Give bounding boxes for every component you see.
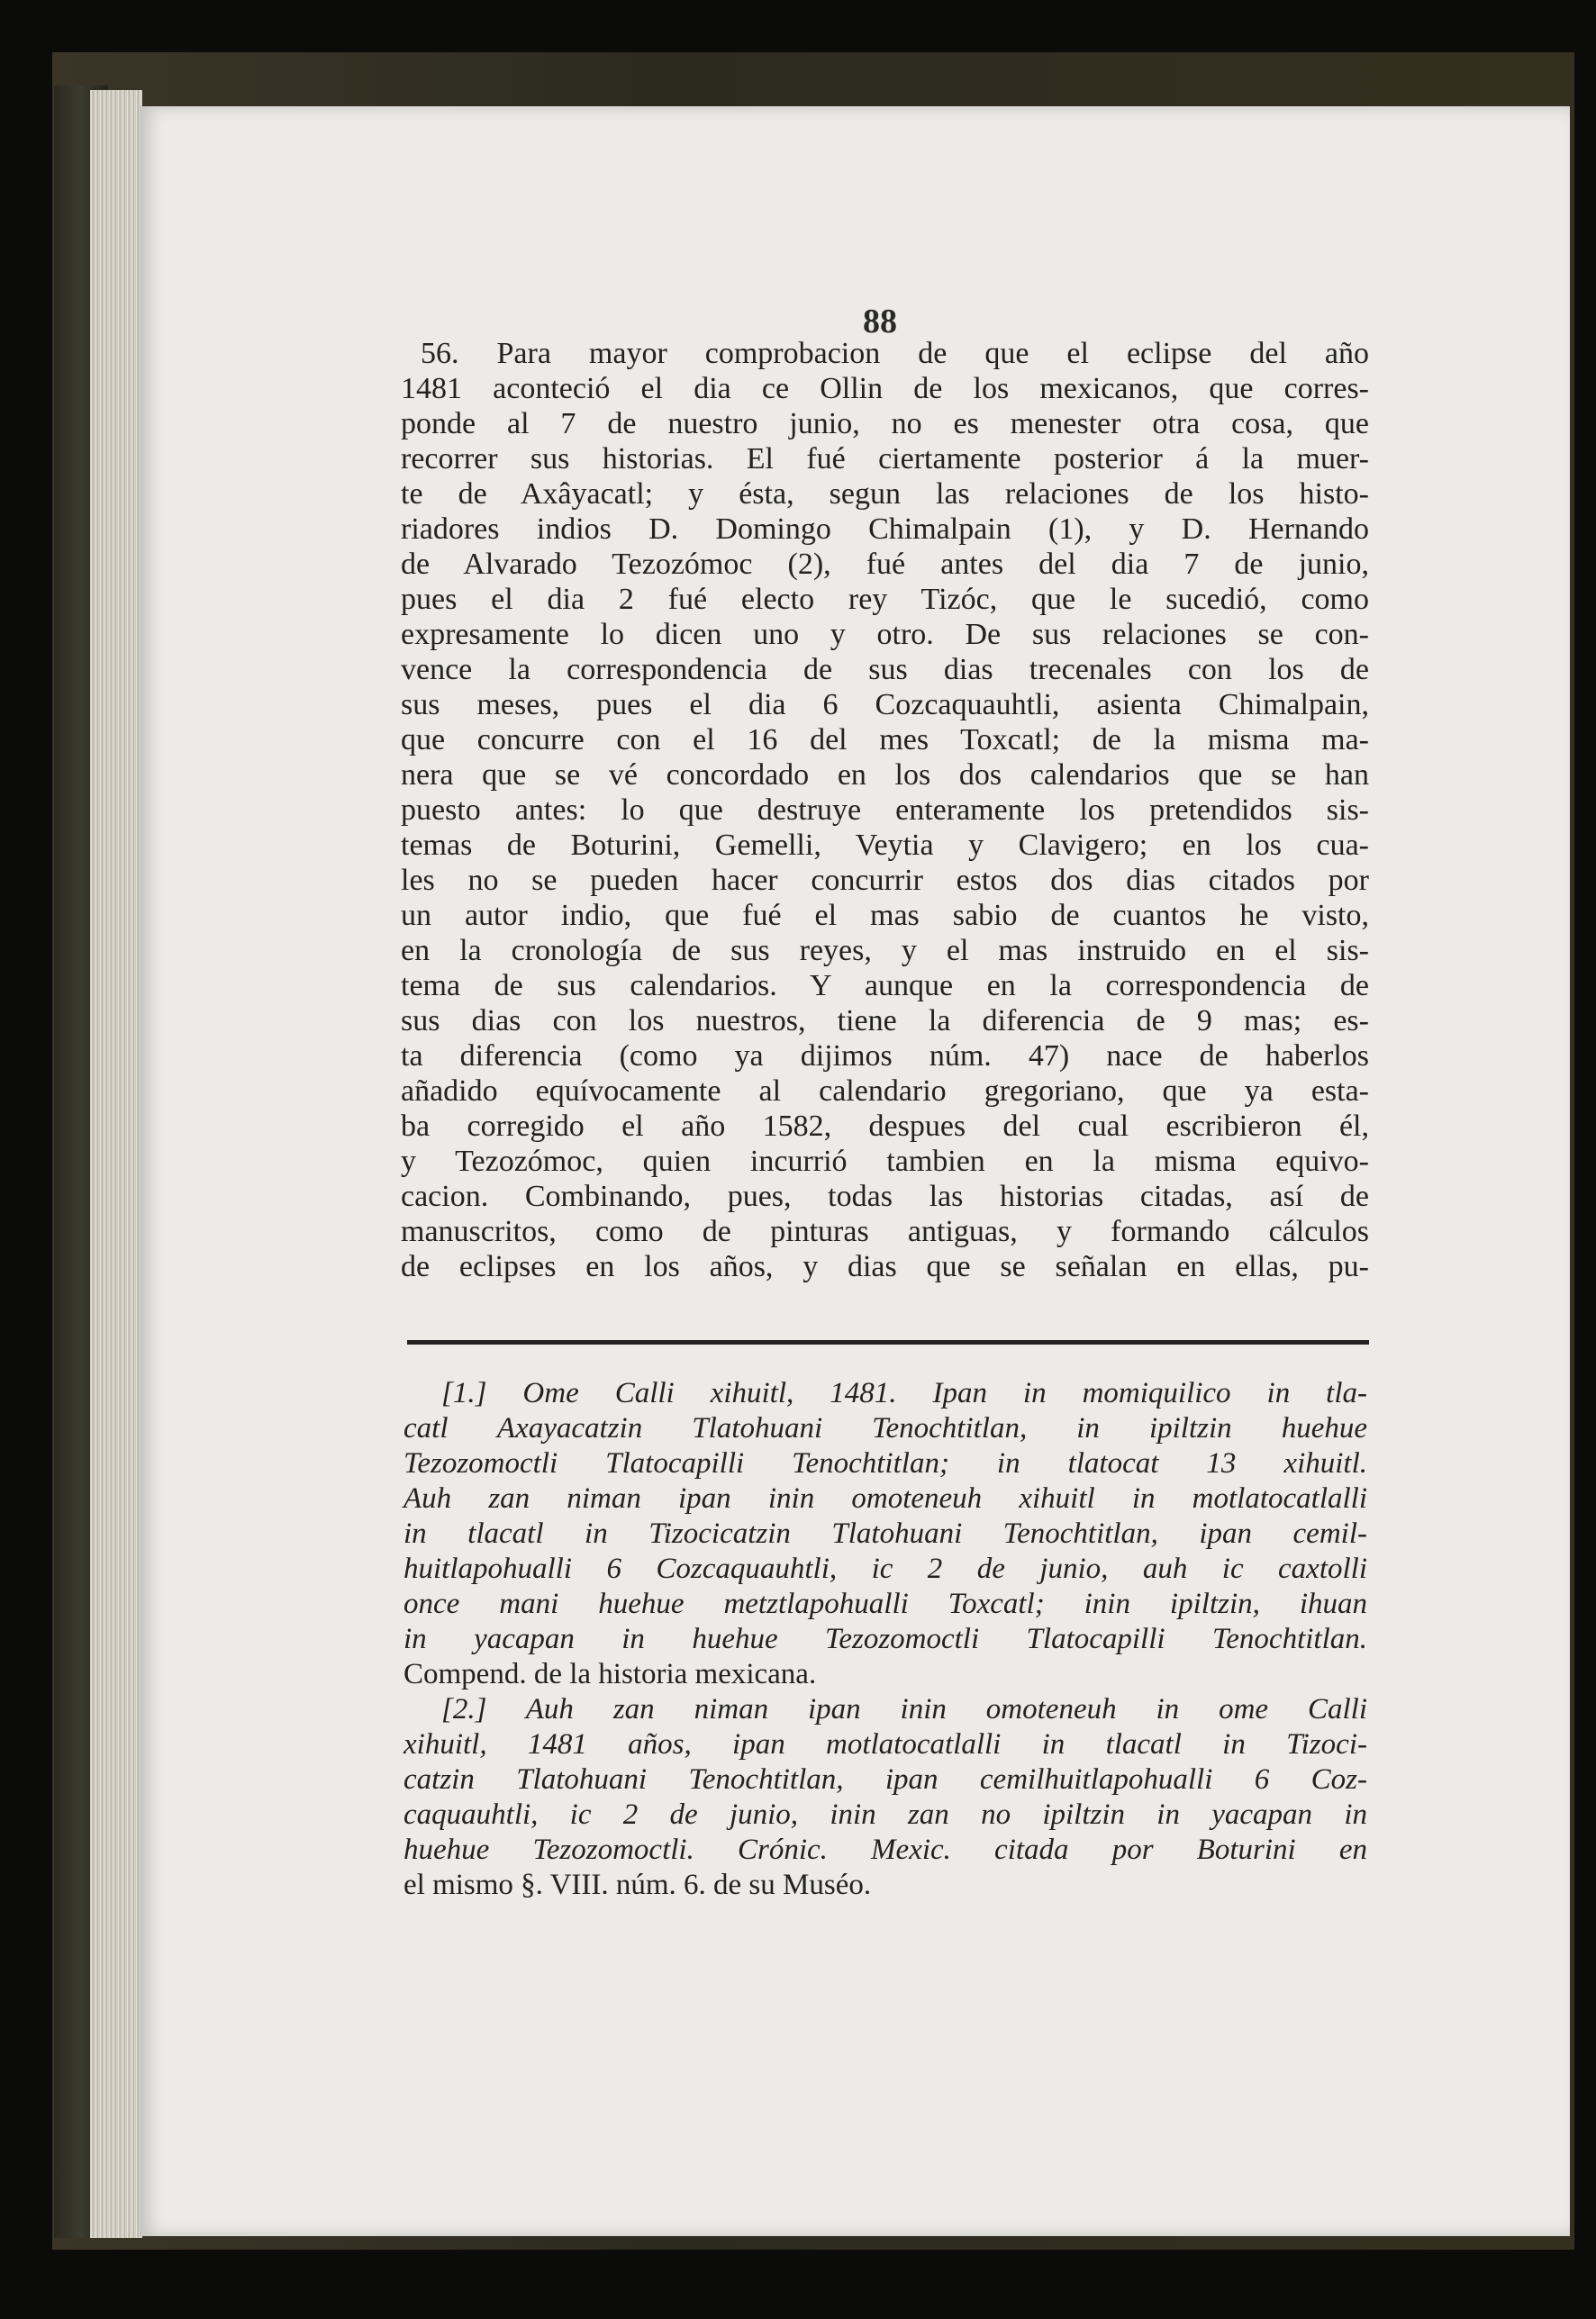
text-line: les no se pueden hacer concurrir estos dos dias citados por [401, 864, 1369, 897]
text-line: sus dias con los nuestros, tiene la diferencia de 9 mas; es- [401, 1004, 1369, 1037]
footnote-1-line: Tezozomoctli Tlatocapilli Tenochtitlan; in tlatocat 13 xihuitl. [404, 1447, 1367, 1480]
footnote-2-line: huehue Tezozomoctli. Crónic. Mexic. citada por Boturini en [404, 1834, 1367, 1866]
footnote-1-line: [1.] Ome Calli xihuitl, 1481. Ipan in momiquilico in tla- [441, 1377, 1367, 1409]
text-line: un autor indio, que fué el mas sabio de cuantos he visto, [401, 899, 1369, 932]
main-paragraph [401, 336, 1369, 1284]
text-line: vence la correspondencia de sus dias trecenales con los de [401, 653, 1369, 686]
text-line: añadido equívocamente al calendario gregoriano, que ya esta- [401, 1074, 1369, 1108]
text-line: de eclipses en los años, y dias que se señalan en ellas, pu- [401, 1250, 1369, 1283]
text-line: manuscritos, como de pinturas antiguas, y formando cálculos [401, 1215, 1369, 1248]
text-line: ta diferencia (como ya dijimos núm. 47) nace de haberlos [401, 1039, 1369, 1073]
footnote-1-line: catl Axayacatzin Tlatohuani Tenochtitlan, in ipiltzin huehue [404, 1412, 1367, 1445]
footnote-divider [407, 1340, 1369, 1345]
text-line: pues el dia 2 fué electo rey Tizóc, que le sucedió, como [401, 583, 1369, 616]
text-line: 56. Para mayor comprobacion de que el eclipse del año [421, 337, 1369, 370]
footnote-2-line: catzin Tlatohuani Tenochtitlan, ipan cemilhuitlapohualli 6 Coz- [404, 1763, 1367, 1796]
text-line: tema de sus calendarios. Y aunque en la correspondencia de [401, 969, 1369, 1002]
text-line: que concurre con el 16 del mes Toxcatl; de la misma ma- [401, 723, 1369, 756]
footnote-1-line: Auh zan niman ipan inin omoteneuh xihuitl in motlatocatlalli [404, 1482, 1367, 1515]
text-line: nera que se vé concordado en los dos calendarios que se han [401, 758, 1369, 792]
footnote-1-line: in yacapan in huehue Tezozomoctli Tlatocapilli Tenochtitlan. [404, 1623, 1367, 1655]
text-line: de Alvarado Tezozómoc (2), fué antes del dia 7 de junio, [401, 548, 1369, 581]
text-line: te de Axâyacatl; y ésta, segun las relaciones de los histo- [401, 477, 1369, 511]
page-number: 88 [863, 303, 897, 340]
text-line: puesto antes: lo que destruye enteramente los pretendidos sis- [401, 793, 1369, 827]
text-line: recorrer sus historias. El fué ciertamente posterior á la muer- [401, 442, 1369, 476]
text-line: y Tezozómoc, quien incurrió tambien en la misma equivo- [401, 1145, 1369, 1178]
footnote-1-line: huitlapohualli 6 Cozcaquauhtli, ic 2 de junio, auh ic caxtolli [404, 1553, 1367, 1585]
text-line: en la cronología de sus reyes, y el mas instruido en el sis- [401, 934, 1369, 967]
footnote-1-line: once mani huehue metztlapohualli Toxcatl; inin ipiltzin, ihuan [404, 1588, 1367, 1620]
text-line: ponde al 7 de nuestro junio, no es menester otra cosa, que [401, 407, 1369, 440]
text-line: ba corregido el año 1582, despues del cual escribieron él, [401, 1110, 1369, 1143]
page-edges [90, 90, 142, 2238]
text-line: sus meses, pues el dia 6 Cozcaquauhtli, asienta Chimalpain, [401, 688, 1369, 721]
text-line: cacion. Combinando, pues, todas las historias citadas, así de [401, 1180, 1369, 1213]
footnote-1-line: in tlacatl in Tizocicatzin Tlatohuani Tenochtitlan, ipan cemil- [404, 1517, 1367, 1550]
text-line: expresamente lo dicen uno y otro. De sus relaciones se con- [401, 618, 1369, 651]
footnote-1-line: Compend. de la historia mexicana. [404, 1658, 817, 1690]
footnotes [404, 1376, 1367, 1903]
footnote-2-line: xihuitl, 1481 años, ipan motlatocatlalli in tlacatl in Tizoci- [404, 1728, 1367, 1761]
footnote-2-line: caquauhtli, ic 2 de junio, inin zan no ipiltzin in yacapan in [404, 1798, 1367, 1831]
text-line: riadores indios D. Domingo Chimalpain (1), y D. Hernando [401, 512, 1369, 546]
text-line: 1481 aconteció el dia ce Ollin de los mexicanos, que corres- [401, 372, 1369, 405]
footnote-2-line: [2.] Auh zan niman ipan inin omoteneuh in ome Calli [441, 1693, 1367, 1726]
text-line: temas de Boturini, Gemelli, Veytia y Clavigero; en los cua- [401, 829, 1369, 862]
footnote-2-line: el mismo §. VIII. núm. 6. de su Muséo. [404, 1869, 872, 1901]
